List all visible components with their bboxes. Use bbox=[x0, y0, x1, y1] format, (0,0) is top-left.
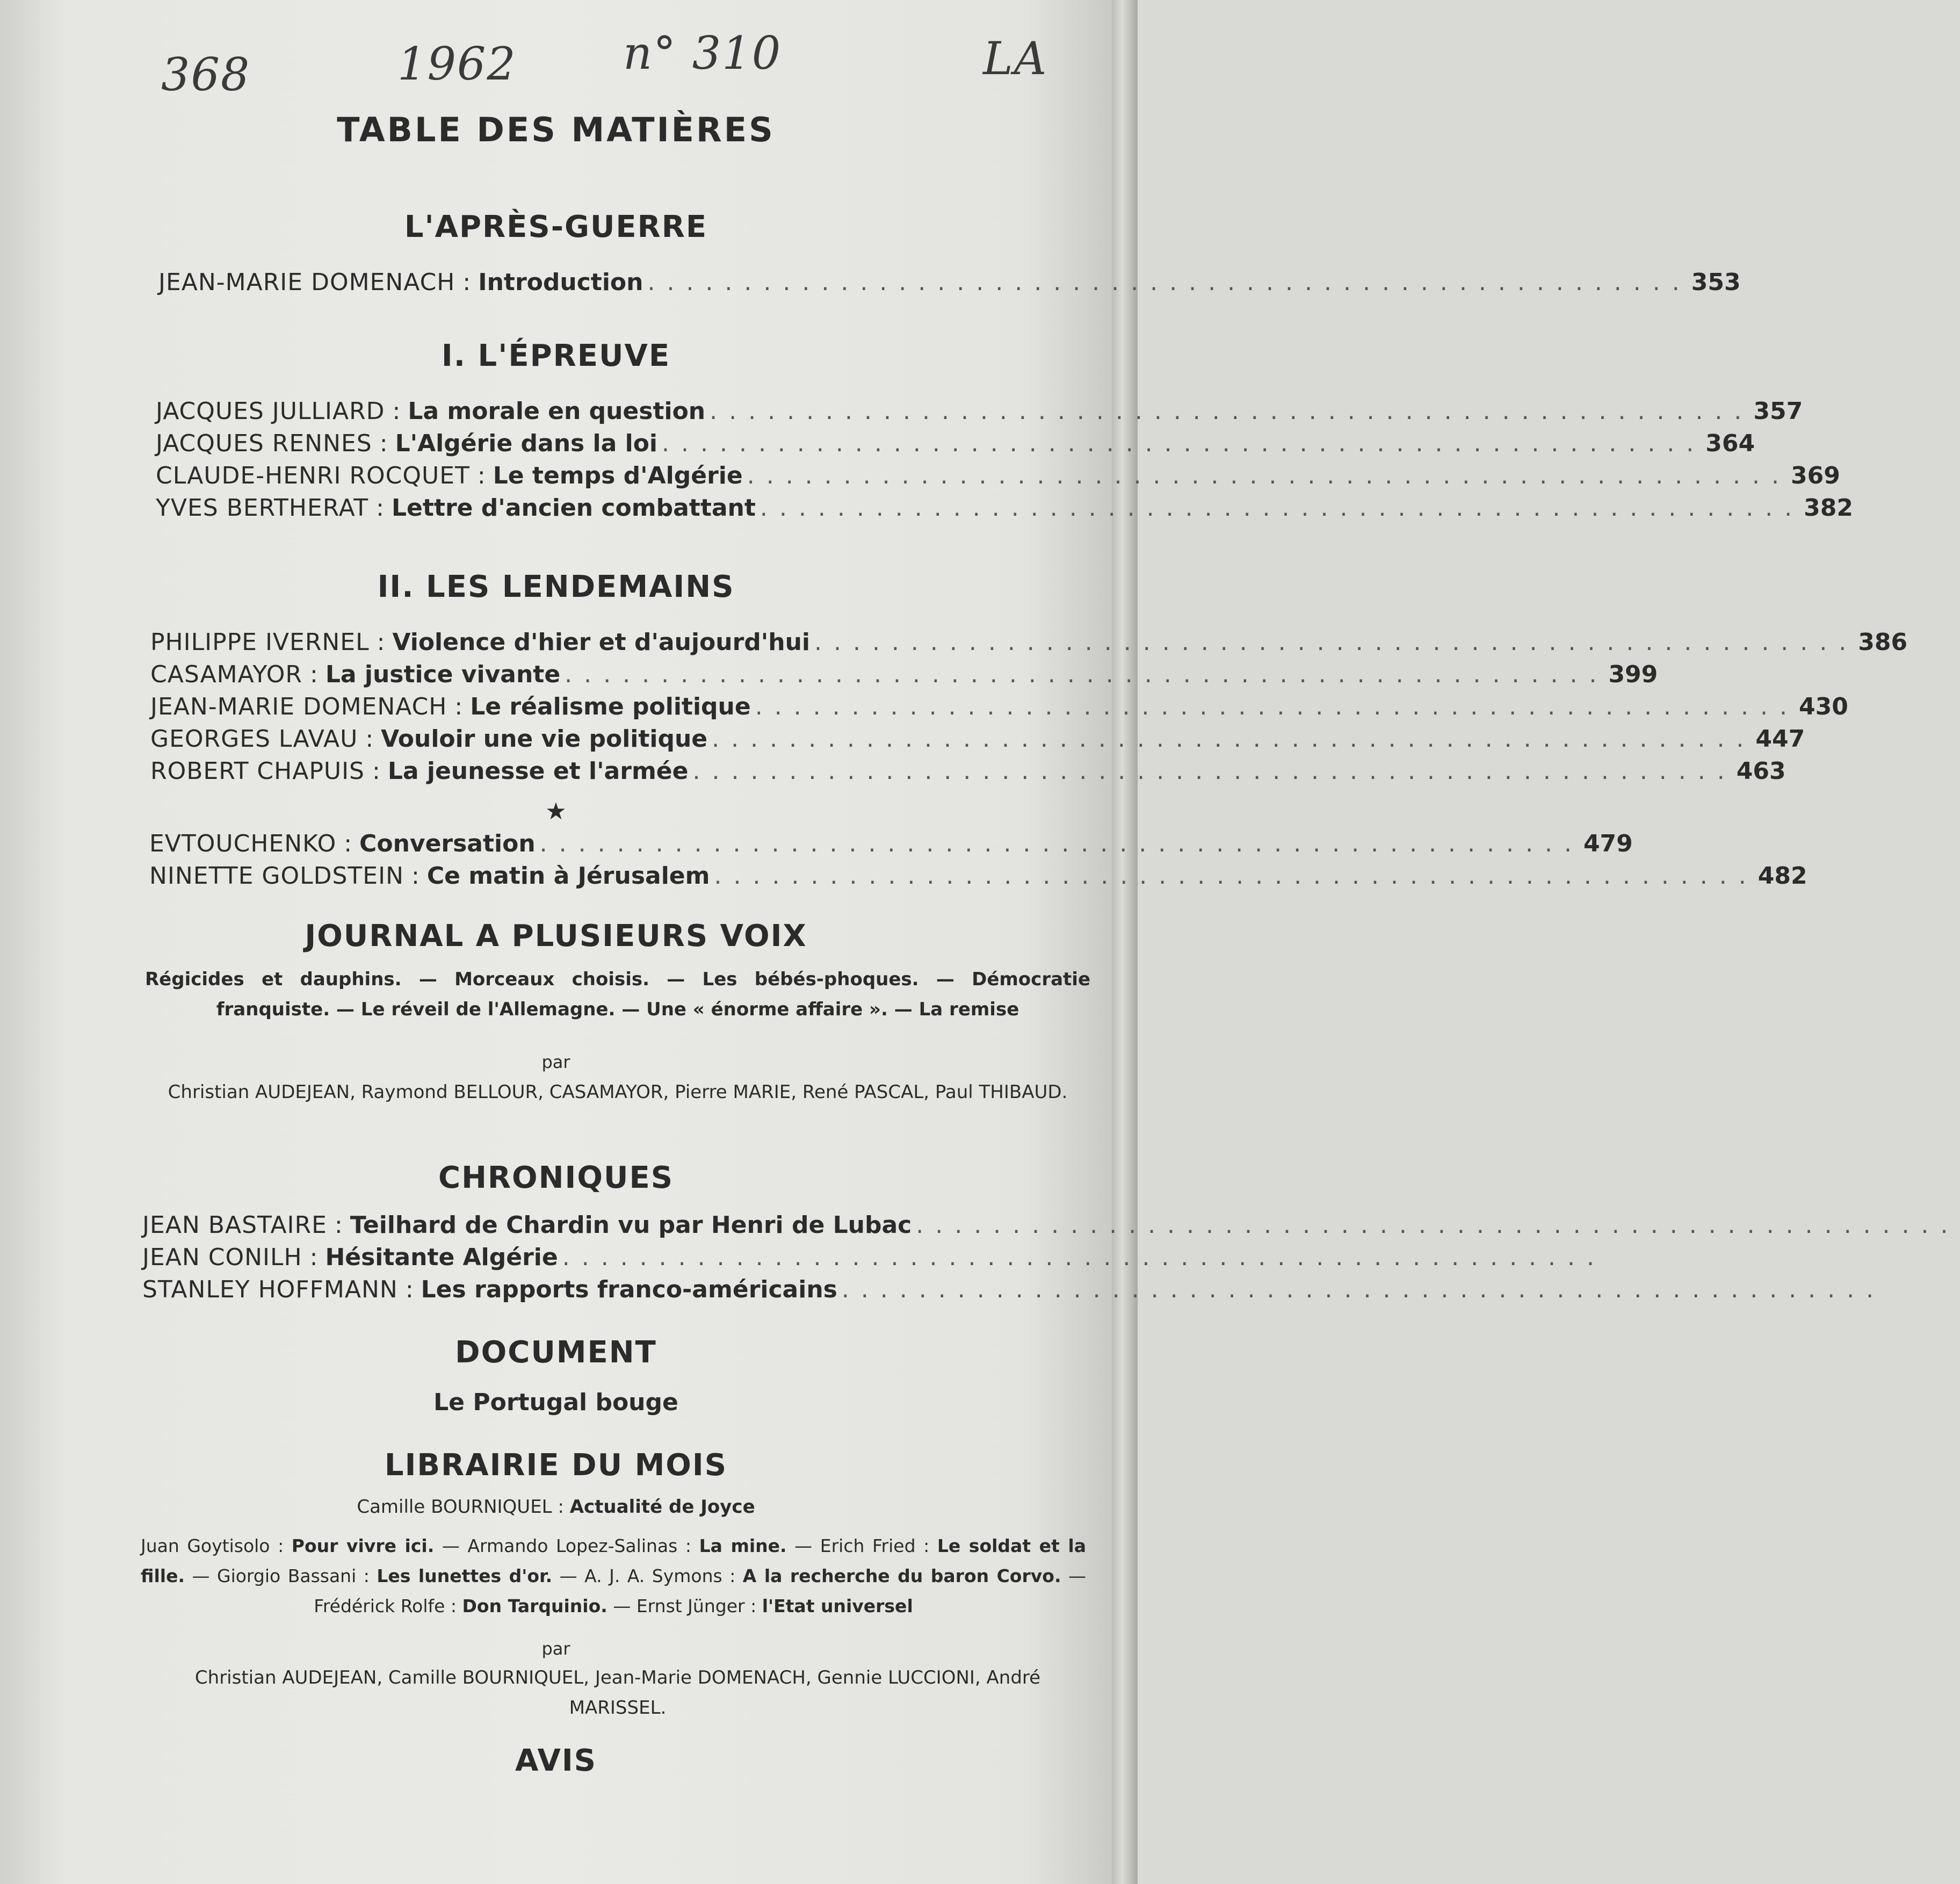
entry-page: 382 bbox=[1804, 494, 1854, 522]
entry-page: 399 bbox=[1608, 661, 1658, 688]
entry-author: GEORGES LAVAU bbox=[150, 725, 358, 753]
entry-page: 369 bbox=[1790, 462, 1840, 489]
leader-dots: ...................................................... bbox=[710, 398, 1754, 425]
review-title: Le soldat et la fille. bbox=[141, 1535, 1086, 1586]
leader-dots: ...................................................... bbox=[841, 1276, 1886, 1303]
librairie-reviews: Juan Goytisolo : Pour vivre ici. — Armando Lopez-Salinas : La mine. — Erich Fried : Le soldat et la fille. — Giorgio Bassani : Les lunettes d'or. — A. J. A. Symons : A la recherche du baron Corvo. — Frédérick Rolfe : Don Tarquinio. — Ernst Jünger : l'Etat universel bbox=[141, 1535, 1086, 1616]
review-title: l'Etat universel bbox=[762, 1596, 913, 1616]
entry-title: Ce matin à Jérusalem bbox=[426, 862, 710, 890]
entry-title: Hésitante Algérie bbox=[325, 1244, 558, 1271]
leader-dots: ...................................................... bbox=[814, 629, 1858, 656]
review-author: Armando Lopez-Salinas bbox=[467, 1535, 678, 1556]
handwritten-number: 368 bbox=[161, 48, 251, 101]
review-title: Don Tarquinio. bbox=[462, 1596, 607, 1616]
entry-title: Violence d'hier et d'aujourd'hui bbox=[392, 629, 810, 656]
entry-title: Teilhard de Chardin vu par Henri de Lubac bbox=[350, 1211, 912, 1239]
entry-author: PHILIPPE IVERNEL bbox=[150, 629, 370, 656]
leader-dots: ...................................................... bbox=[747, 462, 1791, 489]
review-author: Frédérick Rolfe bbox=[314, 1596, 445, 1616]
leader-dots: ...................................................... bbox=[916, 1211, 1960, 1239]
leader-dots: ...................................................... bbox=[760, 494, 1804, 522]
toc-entry[interactable]: JEAN BASTAIRE : Teilhard de Chardin vu par Henri de Lubac ...................................................... bbox=[142, 1211, 1960, 1239]
entry-author: JEAN-MARIE DOMENACH bbox=[150, 693, 447, 720]
review-author: Ernst Jünger bbox=[636, 1596, 745, 1616]
toc-entry[interactable]: YVES BERTHERAT : Lettre d'ancien combattant ...................................................... 382 bbox=[156, 494, 1854, 522]
review-author: Juan Goytisolo bbox=[141, 1535, 270, 1556]
entry-author: CLAUDE-HENRI ROCQUET bbox=[156, 462, 470, 489]
librairie-authors: Christian AUDEJEAN, Camille BOURNIQUEL, Jean-Marie DOMENACH, Gennie LUCCIONI, André MARISSEL. bbox=[194, 1667, 1041, 1719]
entry-title: Conversation bbox=[359, 830, 536, 857]
toc-entry[interactable]: JEAN-MARIE DOMENACH : Le réalisme politique ...................................................... 430 bbox=[150, 693, 1848, 720]
entry-page: 482 bbox=[1758, 862, 1807, 890]
review-author: A. J. A. Symons bbox=[584, 1565, 722, 1586]
entry-title: Lettre d'ancien combattant bbox=[392, 494, 756, 522]
leader-dots: ...................................................... bbox=[562, 1244, 1606, 1271]
journal-topics: Régicides et dauphins. — Morceaux choisis. — Les bébés-phoques. — Démocratie franquiste. — Le réveil de l'Allemagne. — Une « énorme affaire ». — La remise bbox=[145, 969, 1090, 1020]
star-separator-icon: ★ bbox=[545, 798, 567, 825]
toc-entry[interactable]: JACQUES JULLIARD : La morale en question ...................................................... 357 bbox=[156, 398, 1803, 425]
entry-page: 463 bbox=[1736, 757, 1786, 785]
entry-page: 364 bbox=[1705, 430, 1755, 457]
review-title: Pour vivre ici. bbox=[291, 1535, 435, 1556]
entry-author: STANLEY HOFFMANN bbox=[142, 1276, 398, 1303]
toc-entry[interactable]: JEAN CONILH : Hésitante Algérie ...................................................... bbox=[142, 1244, 1606, 1271]
section-part1: I. L'ÉPREUVE bbox=[441, 338, 671, 373]
entry-author: JEAN CONILH bbox=[142, 1244, 302, 1271]
review-author: Giorgio Bassani bbox=[217, 1565, 357, 1586]
review-title: A la recherche du baron Corvo. bbox=[742, 1565, 1061, 1586]
leader-dots: ...................................................... bbox=[647, 269, 1691, 296]
section-apres-guerre: L'APRÈS-GUERRE bbox=[404, 210, 708, 244]
entry-page: 353 bbox=[1691, 269, 1741, 296]
leader-dots: ...................................................... bbox=[565, 661, 1609, 688]
entry-author: YVES BERTHERAT bbox=[156, 494, 369, 522]
entry-author: JEAN-MARIE DOMENACH bbox=[158, 269, 455, 296]
leader-dots: ...................................................... bbox=[692, 757, 1737, 785]
toc-entry[interactable]: ROBERT CHAPUIS : La jeunesse et l'armée ...................................................... 463 bbox=[150, 757, 1786, 785]
section-avis: AVIS bbox=[515, 1743, 597, 1778]
entry-title: Vouloir une vie politique bbox=[381, 725, 708, 753]
entry-author: JACQUES JULLIARD bbox=[156, 398, 385, 425]
entry-title: La morale en question bbox=[408, 398, 706, 425]
librairie-lead: Camille BOURNIQUEL : Actualité de Joyce bbox=[357, 1496, 755, 1518]
toc-entry[interactable]: GEORGES LAVAU : Vouloir une vie politique ...................................................... 447 bbox=[150, 725, 1805, 753]
handwritten-year: 1962 bbox=[397, 38, 517, 90]
entry-author: NINETTE GOLDSTEIN bbox=[149, 862, 404, 890]
entry-author: JEAN BASTAIRE bbox=[142, 1211, 327, 1239]
entry-author: EVTOUCHENKO bbox=[149, 830, 337, 857]
entry-page: 357 bbox=[1753, 398, 1803, 425]
section-journal: JOURNAL A PLUSIEURS VOIX bbox=[305, 919, 807, 954]
entry-page: 430 bbox=[1798, 693, 1848, 720]
toc-entry[interactable]: EVTOUCHENKO : Conversation ...................................................... 479 bbox=[149, 830, 1633, 857]
lead-author: Camille BOURNIQUEL bbox=[357, 1496, 552, 1518]
toc-entry[interactable]: NINETTE GOLDSTEIN : Ce matin à Jérusalem ...................................................... 482 bbox=[149, 862, 1807, 890]
page-title: TABLE DES MATIÈRES bbox=[337, 110, 775, 149]
entry-title: La justice vivante bbox=[325, 661, 561, 688]
section-document: DOCUMENT bbox=[455, 1335, 657, 1370]
toc-entry[interactable]: PHILIPPE IVERNEL : Violence d'hier et d'aujourd'hui ...................................................... 386 bbox=[150, 629, 1908, 656]
entry-page: 386 bbox=[1858, 629, 1908, 656]
section-part2: II. LES LENDEMAINS bbox=[377, 569, 735, 604]
entry-page: 479 bbox=[1583, 830, 1633, 857]
lead-title: Actualité de Joyce bbox=[569, 1496, 755, 1518]
document-subtitle: Le Portugal bouge bbox=[433, 1389, 678, 1416]
entry-title: L'Algérie dans la loi bbox=[395, 430, 658, 457]
review-title: Les lunettes d'or. bbox=[377, 1565, 553, 1586]
section-chroniques: CHRONIQUES bbox=[438, 1160, 674, 1195]
entry-author: JACQUES RENNES bbox=[156, 430, 372, 457]
toc-entry[interactable]: JACQUES RENNES : L'Algérie dans la loi ...................................................... 364 bbox=[156, 430, 1755, 457]
handwritten-mark: LA bbox=[983, 32, 1048, 85]
leader-dots: ...................................................... bbox=[712, 725, 1756, 753]
librairie-par: par bbox=[541, 1638, 570, 1659]
leader-dots: ...................................................... bbox=[539, 830, 1583, 857]
entry-title: Les rapports franco-américains bbox=[421, 1276, 837, 1303]
journal-authors: Christian AUDEJEAN, Raymond BELLOUR, CASAMAYOR, Pierre MARIE, René PASCAL, Paul THIBAUD. bbox=[168, 1081, 1068, 1103]
entry-title: Le réalisme politique bbox=[470, 693, 751, 720]
toc-entry[interactable]: CLAUDE-HENRI ROCQUET : Le temps d'Algérie ...................................................... 369 bbox=[156, 462, 1840, 489]
entry-author: CASAMAYOR bbox=[150, 661, 302, 688]
toc-entry[interactable]: STANLEY HOFFMANN : Les rapports franco-américains ...................................................... bbox=[142, 1276, 1886, 1303]
entry-title: Introduction bbox=[478, 269, 643, 296]
leader-dots: ...................................................... bbox=[662, 430, 1706, 457]
review-author: Erich Fried bbox=[820, 1535, 916, 1556]
entry-title: Le temps d'Algérie bbox=[493, 462, 743, 489]
journal-par: par bbox=[541, 1052, 570, 1072]
entry-title: La jeunesse et l'armée bbox=[387, 757, 689, 785]
handwritten-issue: n° 310 bbox=[623, 27, 782, 80]
leader-dots: ...................................................... bbox=[755, 693, 1799, 720]
toc-entry[interactable]: CASAMAYOR : La justice vivante ...................................................... 399 bbox=[150, 661, 1658, 688]
entry-page: 447 bbox=[1755, 725, 1805, 753]
leader-dots: ...................................................... bbox=[714, 862, 1758, 890]
entry-author: ROBERT CHAPUIS bbox=[150, 757, 365, 785]
section-librairie: LIBRAIRIE DU MOIS bbox=[384, 1448, 728, 1483]
toc-entry[interactable]: JEAN-MARIE DOMENACH : Introduction ...................................................... 353 bbox=[158, 269, 1741, 296]
review-title: La mine. bbox=[699, 1535, 787, 1556]
